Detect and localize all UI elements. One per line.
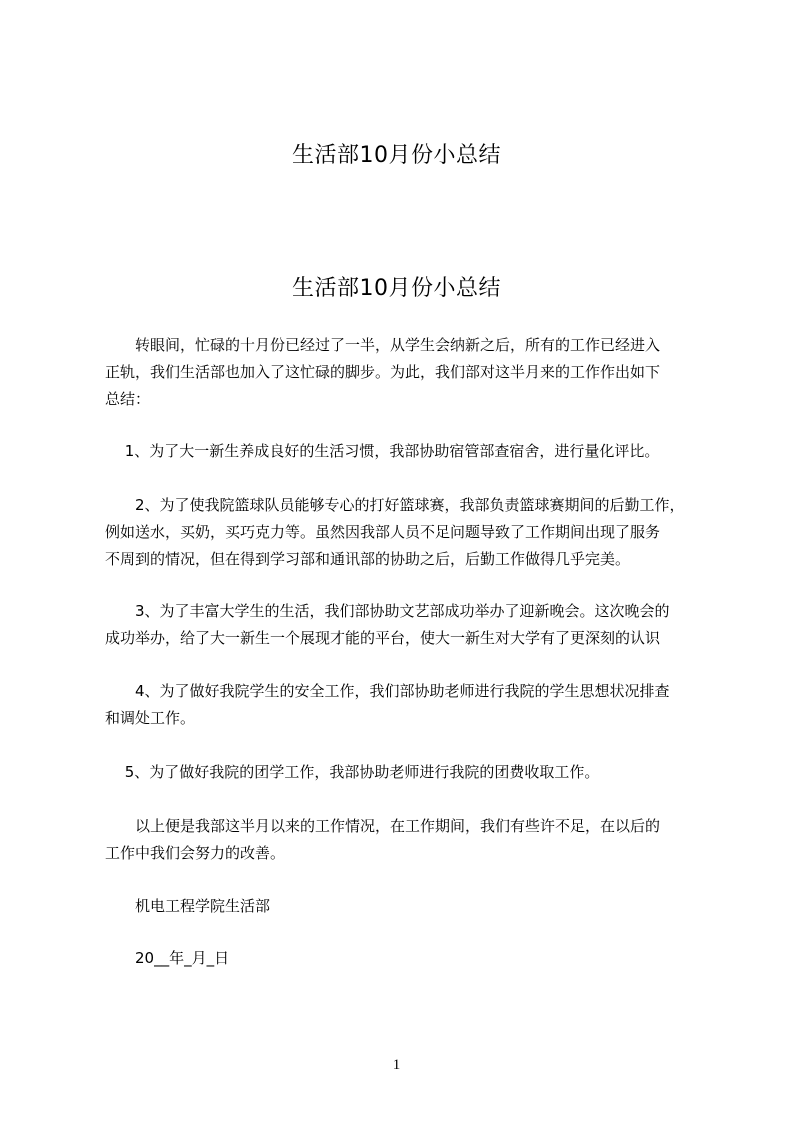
intro-line-1: 转眼间，忙碌的十月份已经过了一半，从学生会纳新之后，所有的工作已经进入 bbox=[105, 336, 661, 354]
item-3-line-2: 成功举办，给了大一新生一个展现才能的平台，使大一新生对大学有了更深刻的认识 bbox=[105, 629, 661, 647]
item-1-line-1: 1、为了大一新生养成良好的生活习惯，我部协助宿管部查宿舍，进行量化评比。 bbox=[105, 442, 660, 460]
item-2-line-3: 不周到的情况，但在得到学习部和通讯部的协助之后，后勤工作做得几乎完美。 bbox=[105, 550, 631, 568]
item-5-paragraph bbox=[105, 759, 725, 786]
item-4-paragraph bbox=[105, 678, 725, 732]
item-3-paragraph bbox=[105, 598, 725, 652]
intro-line-2: 正轨，我们生活部也加入了这忙碌的脚步。为此，我们部对这半月来的工作作出如下 bbox=[105, 363, 661, 381]
item-4-line-1: 4、为了做好我院学生的安全工作，我们部协助老师进行我院的学生思想状况排查 bbox=[105, 682, 670, 700]
item-2-line-2: 例如送水，买奶，买巧克力等。虽然因我部人员不足问题导致了工作期间出现了服务 bbox=[105, 523, 661, 541]
date-line: 20__年_月_日 bbox=[105, 949, 230, 967]
closing-line-1: 以上便是我部这半月以来的工作情况，在工作期间，我们有些许不足，在以后的 bbox=[105, 817, 661, 835]
document-title-top: 生活部10月份小总结 bbox=[292, 143, 501, 168]
document-title-main: 生活部10月份小总结 bbox=[292, 276, 501, 301]
item-1-paragraph bbox=[105, 438, 725, 465]
item-5-line-1: 5、为了做好我院的团学工作，我部协助老师进行我院的团费收取工作。 bbox=[105, 763, 600, 781]
item-2-paragraph bbox=[105, 492, 725, 573]
closing-line-2: 工作中我们会努力的改善。 bbox=[105, 844, 286, 862]
intro-line-3: 总结： bbox=[105, 390, 151, 408]
item-2-line-1: 2、为了使我院篮球队员能够专心的打好篮球赛，我部负责篮球赛期间的后勤工作， bbox=[105, 496, 685, 514]
closing-paragraph bbox=[105, 813, 725, 867]
signature: 机电工程学院生活部 bbox=[105, 897, 271, 915]
intro-paragraph bbox=[105, 332, 725, 413]
page-number: 1 bbox=[392, 1057, 401, 1073]
item-4-line-2: 和调处工作。 bbox=[105, 709, 196, 727]
item-3-line-1: 3、为了丰富大学生的生活，我们部协助文艺部成功举办了迎新晚会。这次晚会的 bbox=[105, 602, 670, 620]
